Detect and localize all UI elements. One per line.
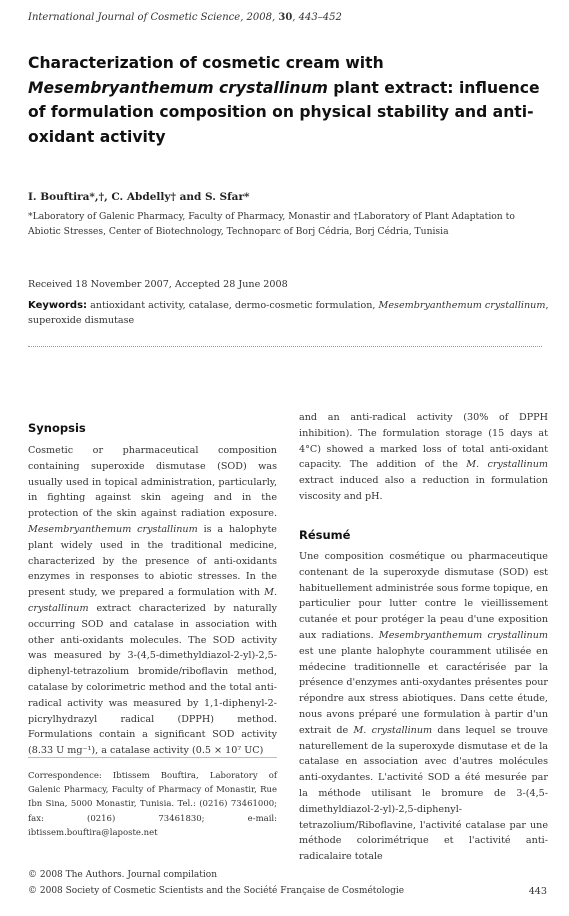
synopsis-heading: Synopsis <box>28 421 86 435</box>
journal-name: International Journal of Cosmetic Science <box>28 12 241 23</box>
header-divider <box>28 346 542 347</box>
journal-volume: 30 <box>278 12 293 23</box>
synopsis-text-1: Cosmetic or pharmaceutical composition containing superoxide dismutase (SOD) was usually used in topical administration, particularly, in fighting against skin ageing and in the protection of the skin against radiation exposure. <box>28 445 277 520</box>
synopsis-cont-species: M. crystallinum <box>466 459 548 471</box>
correspondence: Correspondence: Ibtissem Bouftira, Laboratory of Galenic Pharmacy, Faculty of Pharmacy of Monastir, Rue Ibn Sina, 5000 Monastir, Tunisia. Tel.: (0216) 73461000; fax: (0216) 73461830; e-mail: ibtissem.bouftira@laposte.net <box>28 771 277 838</box>
correspondence-divider <box>28 757 277 758</box>
synopsis-cont-text-2: extract induced also a reduction in formulation viscosity and pH. <box>299 475 548 502</box>
article-title <box>28 51 548 149</box>
resume-body <box>299 549 548 865</box>
synopsis-text-3: extract characterized by naturally occurring SOD and catalase in association with other anti-oxidants molecules. The SOD activity was measured by 3-(4,5-dimethyldiazol-2-yl)-2,5-diphenyl-tetrazolium bromide/riboflavin method, catalase by colorimetric method and the total anti-radical activity was measured by 1,1-diphenyl-2-picrylhydrazyl radical (DPPH) method. Formulations contain a significant SOD activity (8.33 U mg⁻¹), a catalase activity (0.5 × 10⁷ UC) <box>28 602 277 757</box>
keywords-text: antioxidant activity, catalase, dermo-cosmetic formulation, <box>87 300 379 311</box>
resume-text-2: est une plante halophyte couramment utilisée en médecine traditionnelle et caractérisée par la présence d'enzymes anti-oxydantes présentes pour répondre aux stress abiotiques. Dans cette étude, nous avons préparé une formulation à partir d'un extrait de <box>299 645 548 736</box>
resume-species: Mesembryanthemum crystallinum <box>378 629 548 641</box>
keywords <box>28 298 558 328</box>
synopsis-text-2: is a halophyte plant widely used in the traditional medicine, characterized by the presence of anti-oxidants enzymes in responses to abiotic stresses. In the present study, we prepared a formulation with <box>28 523 277 599</box>
footer-copyright-1: © 2008 The Authors. Journal compilation <box>28 870 217 880</box>
received-dates: Received 18 November 2007, Accepted 28 June 2008 <box>28 279 288 290</box>
title-part-2: plant extract: influence of formulation composition on physical stability and anti-oxidant activity <box>28 78 540 146</box>
title-species: Mesembryanthemum crystallinum <box>28 78 328 97</box>
resume-species-short: M. crystallinum <box>353 724 433 736</box>
synopsis-continuation <box>299 410 548 505</box>
resume-text-3: dans lequel se trouve naturellement de la superoxyde dismutase et de la catalase en association avec d'autres molécules anti-oxydantes. L'activité SOD a été mesurée par la méthode utilisant le bromure de 3-(4,5-dimethyldiazol-2-yl)-2,5-diphenyl-tetrazolium/Riboflavine, l'activité catalase par une méthode colorimétrique et l'activité anti-radicalaire totale <box>299 724 548 863</box>
synopsis-species-short: M. crystallinum <box>28 587 277 614</box>
journal-pages: , 443–452 <box>292 12 342 23</box>
keywords-text-2: , superoxide dismutase <box>28 300 549 326</box>
resume-text-1: Une composition cosmétique ou pharmaceutique contenant de la superoxyde dismutase (SOD) est habituellement administrée sous forme topique, en particulier pour lutter contre le vieillissement cutanée et pour protéger la peau d'une exposition aux radiations. <box>299 551 548 641</box>
affiliation: *Laboratory of Galenic Pharmacy, Faculty of Pharmacy, Monastir and †Laboratory of Plant Adaptation to Abiotic Stresses, Center of Biotechnology, Technoparc of Borj Cédria, Borj Cédria, Tunisia <box>28 211 515 237</box>
keywords-species: Mesembryanthemum crystallinum <box>378 300 546 311</box>
synopsis-species: Mesembryanthemum crystallinum <box>28 523 198 535</box>
page-number: 443 <box>528 886 547 897</box>
footer-copyright-2: © 2008 Society of Cosmetic Scientists and the Société Française de Cosmétologie <box>28 886 405 896</box>
resume-heading: Résumé <box>299 528 351 542</box>
journal-year: , 2008, <box>240 12 276 23</box>
authors: I. Bouftira*,†, C. Abdelly† and S. Sfar* <box>28 191 250 203</box>
synopsis-cont-text-1: and an anti-radical activity (30% of DPPH inhibition). The formulation storage (15 days at 4°C) showed a marked loss of total anti-oxidant capacity. The addition of the <box>299 412 548 471</box>
running-head <box>28 12 342 23</box>
title-part-1: Characterization of cosmetic cream with <box>28 54 384 72</box>
keywords-label: Keywords: <box>28 300 88 311</box>
synopsis-body <box>28 443 277 759</box>
